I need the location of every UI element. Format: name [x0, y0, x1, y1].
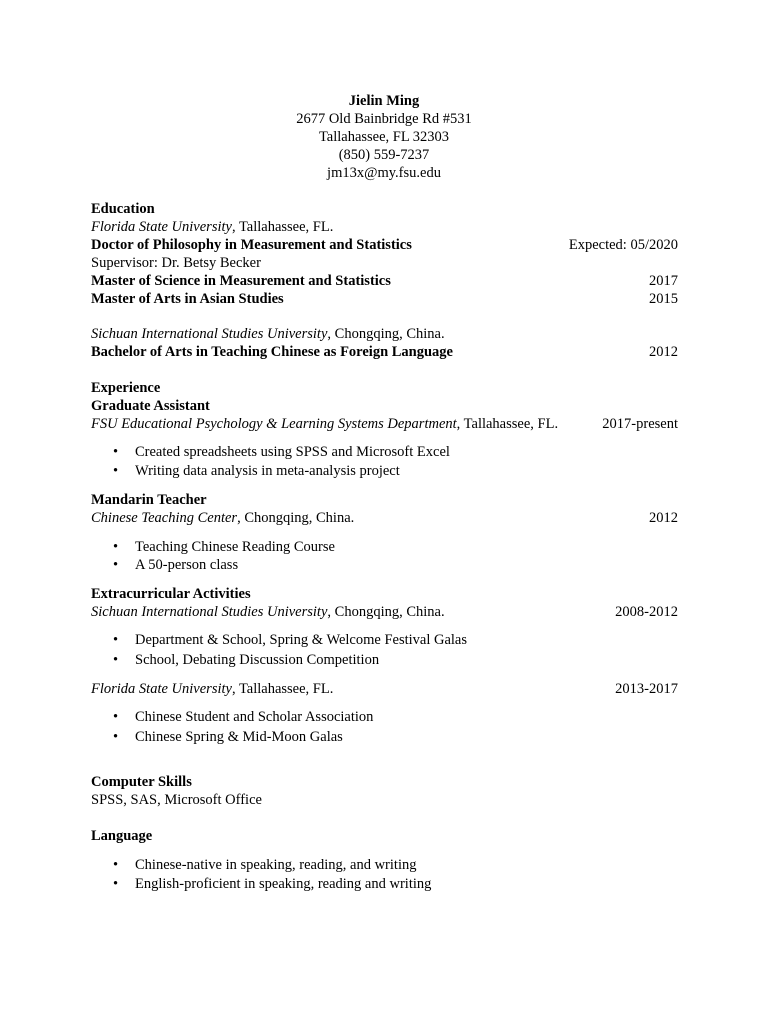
ba-date: 2012: [649, 344, 678, 360]
bullet-icon: •: [113, 729, 119, 745]
list-item: • School, Debating Discussion Competition: [113, 652, 380, 668]
phone-number: (850) 559-7237: [338, 147, 430, 163]
ms-line: [91, 272, 678, 290]
list-item: • A 50-person class: [113, 557, 239, 573]
phd-degree: Doctor of Philosophy in Measurement and Statistics: [91, 237, 412, 253]
phd-date: Expected: 05/2020: [568, 237, 678, 253]
ea1-location: , Chongqing, China.: [327, 604, 445, 620]
ma-date: 2015: [649, 291, 678, 307]
mt-org: Chinese Teaching Center: [91, 510, 238, 526]
bullet-icon: •: [113, 444, 119, 460]
list-item: • English-proficient in speaking, reading and writing: [113, 876, 432, 892]
bullet-icon: •: [113, 557, 119, 573]
ga-date: 2017-present: [602, 416, 678, 432]
ea1-date: 2008-2012: [615, 604, 678, 620]
mt-date: 2012: [649, 510, 678, 526]
experience-heading: Experience: [91, 380, 161, 396]
contact-header: [0, 92, 768, 182]
ga-location: , Tallahassee, FL.: [456, 416, 559, 432]
list-item: • Chinese-native in speaking, reading, and writing: [113, 857, 417, 873]
fsu-school-location: , Tallahassee, FL.: [231, 219, 334, 235]
bullet-icon: •: [113, 857, 119, 873]
ma-line: [91, 290, 678, 308]
sisu-school-name: Sichuan International Studies University: [91, 326, 328, 342]
bullet-icon: •: [113, 463, 119, 479]
list-item: • Chinese Spring & Mid-Moon Galas: [113, 729, 343, 745]
education-heading: Education: [91, 201, 155, 217]
sisu-school-location: , Chongqing, China.: [327, 326, 445, 342]
skills-heading: Computer Skills: [91, 774, 192, 790]
ga-org: FSU Educational Psychology & Learning Systems Department: [91, 416, 457, 432]
sisu-school-line: [91, 325, 678, 343]
bullet-icon: •: [113, 652, 119, 668]
phd-line: [91, 236, 678, 254]
ea1-org: Sichuan International Studies University: [91, 604, 328, 620]
ba-line: [91, 343, 678, 361]
mt-location: , Chongqing, China.: [237, 510, 355, 526]
ea2-org: Florida State University: [91, 681, 232, 697]
street-address: 2677 Old Bainbridge Rd #531: [296, 111, 472, 127]
ea1-org-line: [91, 603, 678, 621]
skills-text: SPSS, SAS, Microsoft Office: [91, 792, 262, 808]
bullet-icon: •: [113, 539, 119, 555]
ms-date: 2017: [649, 273, 678, 289]
city-state-zip: Tallahassee, FL 32303: [318, 129, 450, 145]
ba-degree: Bachelor of Arts in Teaching Chinese as Foreign Language: [91, 344, 453, 360]
ea-title: Extracurricular Activities: [91, 586, 251, 602]
bullet-icon: •: [113, 709, 119, 725]
ga-title: Graduate Assistant: [91, 398, 210, 414]
email-address: jm13x@my.fsu.edu: [327, 165, 441, 181]
ea2-date: 2013-2017: [615, 681, 678, 697]
ma-degree: Master of Arts in Asian Studies: [91, 291, 284, 307]
ga-org-line: [91, 415, 678, 433]
bullet-icon: •: [113, 876, 119, 892]
applicant-name: Jielin Ming: [348, 93, 420, 109]
ms-degree: Master of Science in Measurement and Statistics: [91, 273, 391, 289]
mt-title: Mandarin Teacher: [91, 492, 207, 508]
ea2-org-line: [91, 680, 678, 698]
list-item: • Teaching Chinese Reading Course: [113, 539, 335, 555]
list-item: • Created spreadsheets using SPSS and Microsoft Excel: [113, 444, 450, 460]
ea2-location: , Tallahassee, FL.: [231, 681, 334, 697]
bullet-icon: •: [113, 632, 119, 648]
mt-org-line: [91, 509, 678, 527]
list-item: • Department & School, Spring & Welcome Festival Galas: [113, 632, 468, 648]
language-heading: Language: [91, 828, 153, 844]
fsu-school-line: [91, 218, 678, 236]
supervisor-line: Supervisor: Dr. Betsy Becker: [91, 255, 261, 271]
list-item: • Chinese Student and Scholar Association: [113, 709, 374, 725]
fsu-school-name: Florida State University: [91, 219, 232, 235]
list-item: • Writing data analysis in meta-analysis project: [113, 463, 400, 479]
